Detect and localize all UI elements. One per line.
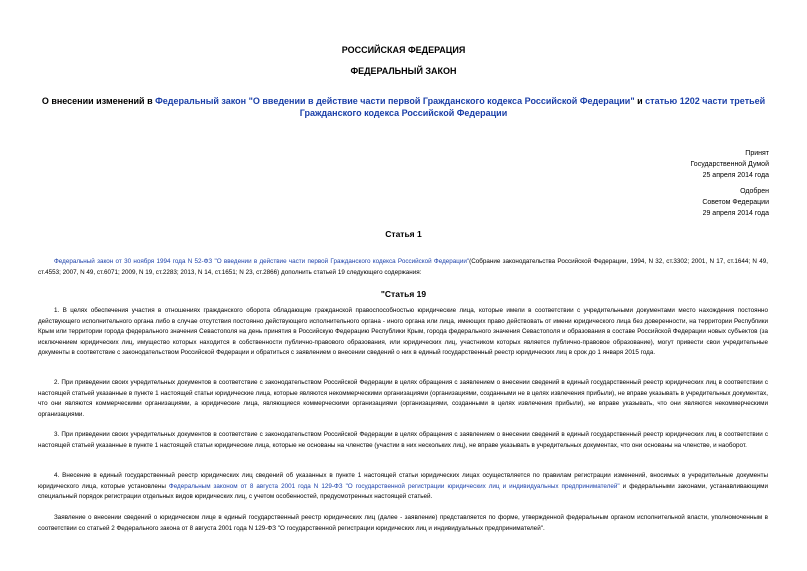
approval-line-3: 29 апреля 2014 года [702, 210, 769, 217]
title-link-law-52fz[interactable]: Федеральный закон "О введении в действие части первой Гражданского кодекса Российской Федерации" [155, 96, 635, 106]
paragraph-4-link-law-129fz[interactable]: Федеральным законом от 8 августа 2001 года N 129-ФЗ "О государственной регистрации юридических лиц и индивидуальных предпринимателей" [168, 482, 620, 490]
article-19-paragraph-5 [38, 513, 768, 534]
law-type-heading: ФЕДЕРАЛЬНЫЙ ЗАКОН [350, 66, 457, 76]
article-1-text [38, 257, 768, 278]
article-1-link-law-52fz[interactable]: Федеральный закон от 30 ноября 1994 года N 52-ФЗ "О введении в действие части первой Гражданского кодекса Российской Федерации" [54, 258, 470, 265]
article-19-paragraph-4 [38, 471, 768, 503]
approval-line-2: Советом Федерации [702, 199, 769, 206]
article-19-paragraph-3: 3. При приведении своих учредительных документов в соответствие с законодательством Российской Федерации в целях обращения с заявлением о внесении сведений в единый государственный реестр юридических лиц в соответствии с настоящей статьей указанные в пункте 1 настоящей статьи юридические лица, которые не основаны на членстве (участии в них нескольких лиц), не вправе указывать в учредительных документах, что они основаны на членстве, и наоборот. [38, 431, 768, 449]
adoption-line-2: Государственной Думой [690, 161, 769, 168]
title-middle: и [634, 96, 646, 106]
article-1-body: (Собрание законодательства Российской Федерации, 1994, N 32, ст.3302; 2001, N 17, ст.1644; N 49, ст.4553; 2007, N 49, ст.6071; 2009, N 19, ст.2283; 2013, N 14, ст.1651; N 23, ст.2866) дополнить статьей 19 следующего содержания: [38, 258, 768, 276]
paragraph-5-text-a: Заявление о внесении сведений о юридическом лице в единый государственный реестр юридических лиц (далее - заявление) представляется по форме, утвержденной федеральным органом исполнительной власти, уполномоченным в соответствии со [38, 514, 768, 532]
article-1-heading: Статья 1 [385, 229, 422, 239]
adoption-block [690, 148, 769, 181]
title-link-article-1202[interactable]: статью 1202 части третьей Гражданского кодекса Российской Федерации [299, 96, 766, 118]
adoption-line-3: 25 апреля 2014 года [702, 172, 769, 179]
article-19-paragraph-1: 1. В целях обеспечения участия в отношениях гражданского оборота обладающие гражданской правоспособностью юридические лица, которые имели в соответствии с учредительными документами место нахождения постоянно действующего исполнительного органа либо в случае отсутствия постоянно действующего исполнительного органа - иного органа или лица, имеющих право действовать от имени юридического лица без доверенности, на территории Республики Крым или территории города федерального значения Севастополя на день принятия в Российскую Федерацию Республики Крым, города федерального значения Севастополя и образования в составе Российской Федерации новых субъектов (за исключением юридических лиц, имущество которых находится в собственности публично-правового образования, или юридических лиц, участником которых является публично-правовое образование), могут привести свои учредительные документы в соответствие с законодательством Российской Федерации и обратиться с заявлением о внесении сведений о них в единый государственный реестр юридических лиц в срок до 1 января 2015 года. [38, 307, 768, 357]
paragraph-5-text-b: статьей 2 Федерального закона от 8 августа 2001 года N 129-ФЗ "О государственной регистрации юридических лиц и индивидуальных предпринимателей". [86, 524, 545, 532]
paragraph-4-text-a: 4. Внесение в единый государственный реестр юридических лиц сведений об указанных в пункте 1 настоящей статьи юридических лицах осуществляется по правилам регистрации изменений, вносимых в учредительные документы юридического лица, которые установлены [38, 472, 768, 490]
article-19-paragraph-2: 2. При приведении своих учредительных документов в соответствие с законодательством Российской Федерации в целях обращения с заявлением о внесении сведений в единый государственный реестр юридических лиц в соответствии с настоящей статьей указанные в пункте 1 настоящей статьи юридические лица, которые являются некоммерческими организациями (организациями, созданными не в целях извлечения прибыли), не вправе указывать в учредительных документах, что они являются коммерческими организациями, а юридические лица, являющиеся коммерческими организациями (организациями, созданными в целях извлечения прибыли), не вправе указывать, что они являются некоммерческими организациями. [38, 379, 768, 418]
approval-block [702, 186, 769, 219]
approval-line-1: Одобрен [740, 188, 769, 195]
adoption-line-1: Принят [745, 150, 769, 157]
country-heading: РОССИЙСКАЯ ФЕДЕРАЦИЯ [341, 45, 466, 55]
paragraph-4-text-b: и федеральными законами, устанавливающими специальный порядок регистрации отдельных видов юридических лиц, с учетом особенностей, предусмотренных настоящей статьей. [38, 482, 768, 501]
title-prefix: О внесении изменений в [41, 96, 156, 106]
law-title [40, 95, 767, 119]
article-19-heading: "Статья 19 [380, 289, 427, 299]
